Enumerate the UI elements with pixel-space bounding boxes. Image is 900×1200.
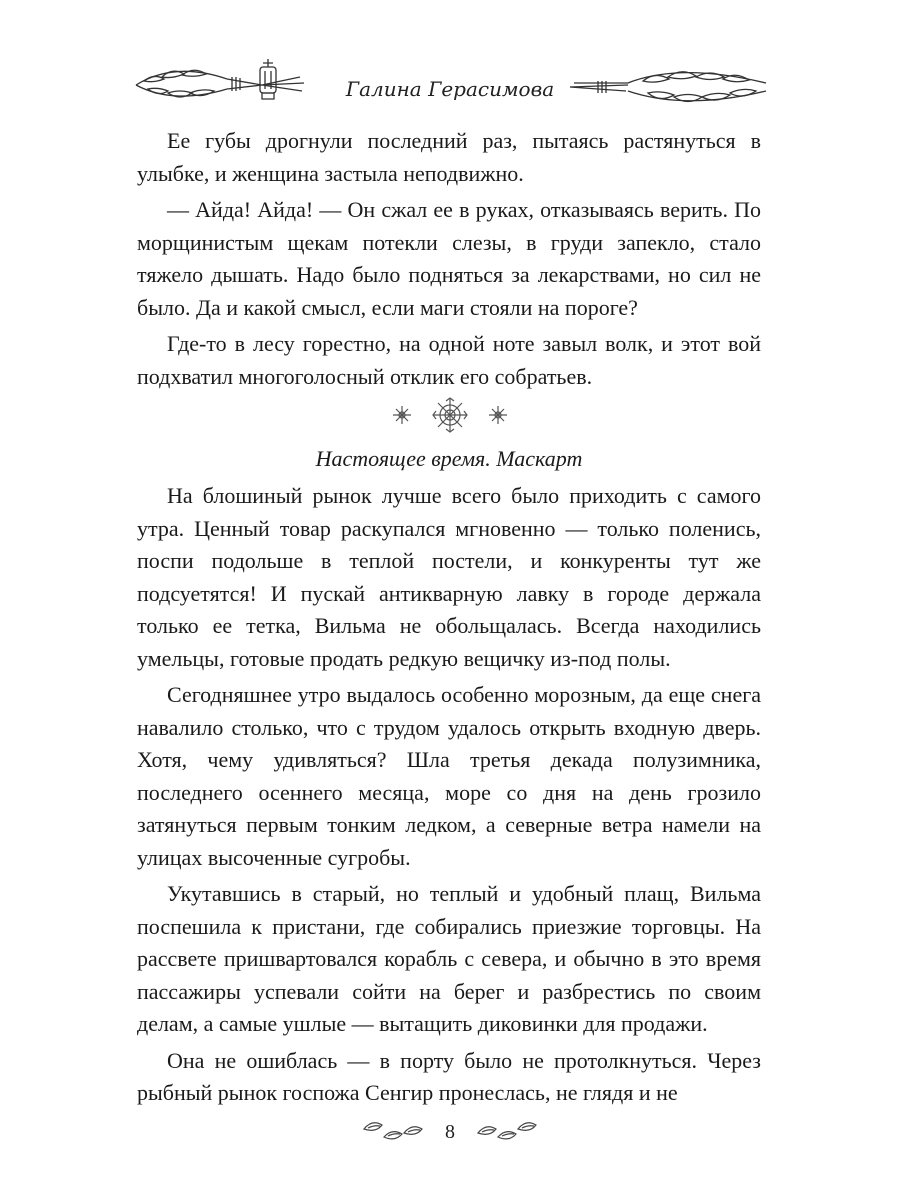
leaf-ornament-icon	[472, 1115, 540, 1154]
text-block-1	[137, 125, 761, 393]
paragraph: Укутавшись в старый, но теплый и удобный плащ, Вильма поспешила к пристани, где собирались приезжие торговцы. На рассвете пришвартовался корабль с севера, и обычно в это время пассажиры успевали сойти на берег и разбрестись по своим делам, а самые ушлые — вытащить диковинки для продажи.	[137, 881, 761, 1036]
herb-bundle-lantern-ornament-icon	[132, 55, 307, 116]
paragraph: Где-то в лесу горестно, на одной ноте завыл волк, и этот вой подхватил многоголосный отклик его собратьев.	[137, 331, 761, 389]
page-footer	[0, 1115, 900, 1155]
snowflake-ornament-icon	[380, 395, 520, 435]
paragraph: Она не ошиблась — в порту было не протолкнуться. Через рыбный рынок госпожа Сенгир пронеслась, не глядя и не	[137, 1047, 761, 1105]
running-header	[0, 55, 900, 125]
paragraph: Ее губы дрогнули последний раз, пытаясь растянуться в улыбке, и женщина застыла неподвижно.	[137, 128, 761, 186]
chapter-title: Настоящее время. Маскарт	[315, 446, 583, 471]
text-block-2	[137, 480, 761, 1114]
paragraph: Сегодняшнее утро выдалось особенно морозным, да еще снега навалило столько, что с трудом удалось открыть входную дверь. Хотя, чему удивляться? Шла третья декада полузимника, последнего осеннего месяца, море со дня на день грозило затянуться первым тонким ледком, а северные ветра намели на улицах высоченные сугробы.	[137, 682, 761, 870]
paragraph: — Айда! Айда! — Он сжал ее в руках, отказываясь верить. По морщинистым щекам потекли слезы, в груди запекло, стало тяжело дышать. Надо было подняться за лекарствами, но сил не было. Да и какой смысл, если маги стояли на пороге?	[137, 197, 761, 320]
herb-bundle-ornament-icon	[568, 63, 768, 116]
paragraph: На блошиный рынок лучше всего было приходить с самого утра. Ценный товар раскупался мгновенно — только поленись, поспи подольше в теплой постели, и конкуренты тут же подсуетятся! И пускай антикварную лавку в городе держала только ее тетка, Вильма не обольщалась. Всегда находились умельцы, готовые продать редкую вещичку из-под полы.	[137, 483, 761, 671]
page-number: 8	[445, 1121, 455, 1143]
leaf-ornament-icon	[360, 1115, 428, 1154]
running-header-title: Галина Герасимова	[345, 77, 555, 101]
